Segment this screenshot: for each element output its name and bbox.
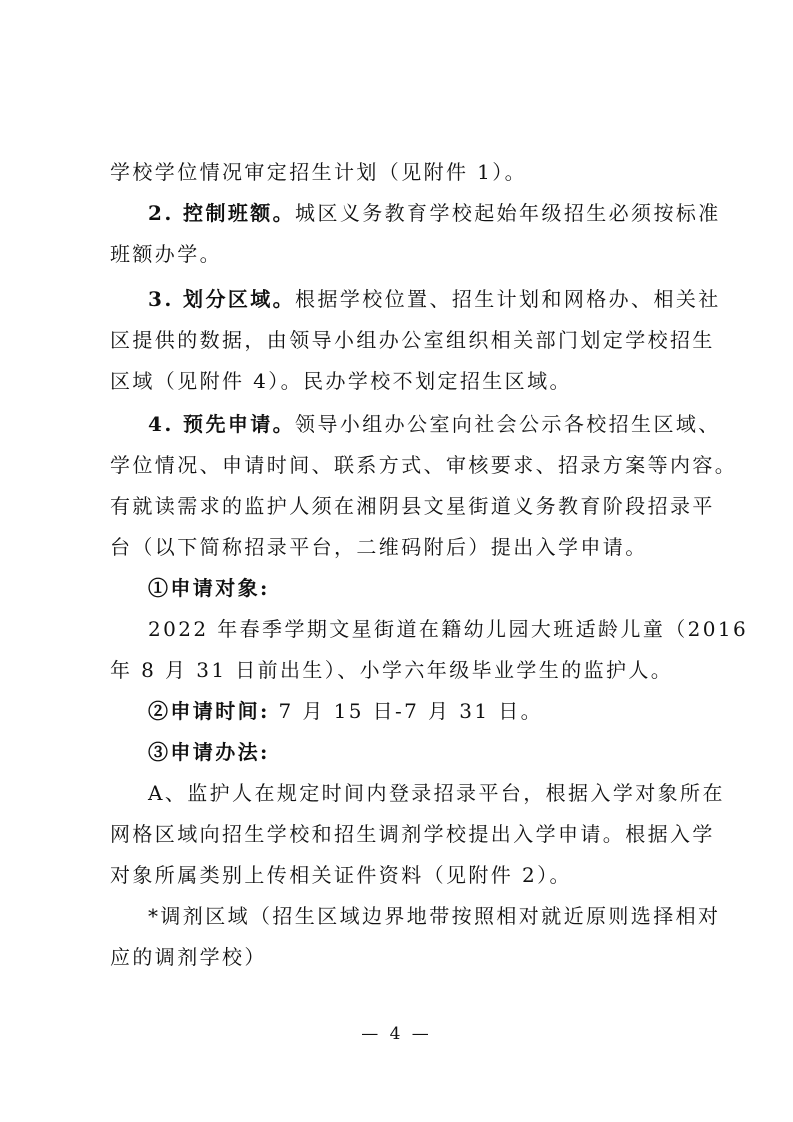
section-4-continuation-2: 有就读需求的监护人须在湘阴县文星街道义务教育阶段招录平 xyxy=(110,494,715,518)
section-4-continuation-1: 学位情况、申请时间、联系方式、审核要求、招录方案等内容。 xyxy=(110,453,738,477)
section-3-heading: 3. 划分区域。 xyxy=(148,287,296,311)
item-1-heading: ①申请对象: xyxy=(148,576,270,600)
section-2-text: 城区义务教育学校起始年级招生必须按标准 xyxy=(295,201,721,225)
section-3-line xyxy=(148,285,728,313)
section-2-line xyxy=(148,199,728,227)
section-4-text: 领导小组办公室向社会公示各校招生区域、 xyxy=(295,412,721,436)
note-text-2: 应的调剂学校） xyxy=(110,945,267,969)
section-4-continuation-3: 台（以下简称招录平台，二维码附后）提出入学申请。 xyxy=(110,535,648,559)
item-1-text-1: 2022 年春季学期文星街道在籍幼儿园大班适龄儿童（2016 xyxy=(148,617,749,641)
section-3-continuation-2: 区域（见附件 4）。民办学校不划定招生区域。 xyxy=(110,369,572,393)
section-2-continuation: 班额办学。 xyxy=(110,242,222,266)
item-2-heading: ②申请时间: xyxy=(148,699,270,723)
section-4-heading: 4. 预先申请。 xyxy=(148,412,296,436)
section-3-continuation-1: 区提供的数据，由领导小组办公室组织相关部门划定学校招生 xyxy=(110,328,715,352)
item-3-heading: ③申请办法: xyxy=(148,740,270,764)
item-a-text-2: 网格区域向招生学校和招生调剂学校提出入学申请。根据入学 xyxy=(110,822,715,846)
section-2-heading: 2. 控制班额。 xyxy=(148,201,296,225)
note-text-1: *调剂区域（招生区域边界地带按照相对就近原则选择相对 xyxy=(148,904,721,928)
item-1-text-2: 年 8 月 31 日前出生）、小学六年级毕业学生的监护人。 xyxy=(110,658,674,682)
paragraph-line: 学校学位情况审定招生计划（见附件 1）。 xyxy=(110,160,528,184)
item-2-text: 7 月 15 日-7 月 31 日。 xyxy=(269,699,544,723)
item-a-text-3: 对象所属类别上传相关证件资料（见附件 2）。 xyxy=(110,863,572,887)
page-number: — 4 — xyxy=(361,1024,432,1044)
section-3-text: 根据学校位置、招生计划和网格办、相关社 xyxy=(295,287,721,311)
section-4-line xyxy=(148,410,728,438)
item-a-text-1: A、监护人在规定时间内登录招录平台，根据入学对象所在 xyxy=(148,781,725,805)
item-2-line xyxy=(148,697,728,725)
